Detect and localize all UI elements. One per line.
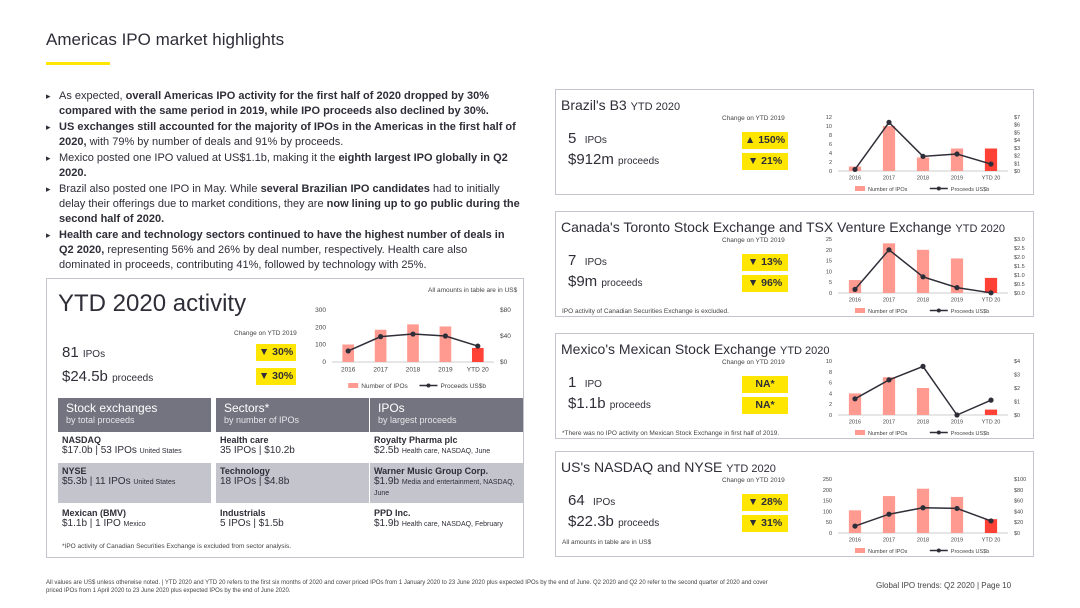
ytd-proceeds-change: ▼ 30%: [256, 368, 296, 385]
proceeds-point: [920, 505, 925, 510]
bullet-item: [46, 151, 520, 181]
legend-line-dot: [426, 384, 430, 388]
panel-proceeds: [568, 395, 651, 412]
legend-bar-swatch: [855, 308, 865, 313]
panel-ipos-number: 5: [568, 130, 577, 147]
y-tick-left: 10: [825, 124, 832, 130]
header-sectors: [216, 398, 369, 432]
proceeds-point: [852, 523, 857, 528]
y-tick-right: $80: [500, 307, 511, 314]
exchanges-cell: [58, 432, 211, 466]
y-tick-right: $7: [1014, 115, 1021, 121]
proceeds-point: [988, 398, 993, 403]
bar: [883, 126, 895, 171]
cell-name: Royalty Pharma plc: [374, 435, 458, 445]
ytd-ipos-number: 81: [62, 344, 79, 361]
proceeds-point: [988, 161, 993, 166]
y-tick-right: $0.5: [1014, 282, 1025, 288]
panel-proceeds-number: $912m: [568, 151, 614, 168]
panel-proceeds-unit: proceeds: [618, 518, 660, 529]
exchanges-cell: [58, 505, 211, 539]
cell-value-text: $1.9b: [374, 518, 400, 529]
y-tick-left: 8: [828, 369, 832, 376]
header-title: Stock exchanges: [66, 401, 158, 415]
panel-title: [561, 341, 830, 357]
x-tick-label: YTD 20: [981, 175, 1001, 182]
cell-name: NASDAQ: [62, 435, 102, 445]
proceeds-point: [954, 285, 959, 290]
x-tick-label: 2019: [950, 297, 964, 304]
x-tick-label: 2016: [340, 366, 356, 374]
y-tick-left: 12: [825, 115, 832, 121]
panel-proceeds-change: NA*: [742, 397, 788, 414]
cell-value: [374, 518, 519, 529]
ytd-ipos-change: ▼ 30%: [256, 344, 296, 361]
bullet-text: had to initially delay their offerings due to market conditions, they are: [59, 183, 500, 210]
y-tick-left: 0: [322, 359, 326, 366]
cell-value-text: 5 IPOs | $1.5b: [220, 518, 284, 529]
y-tick-left: 100: [315, 341, 326, 349]
header-title: Sectors*: [224, 401, 270, 415]
cell-value: [374, 476, 519, 498]
cell-value: [220, 445, 365, 456]
proceeds-point: [886, 512, 891, 517]
bullet-text: Brazil also posted one IPO in May. While: [59, 183, 261, 195]
legend-line-dot: [937, 431, 941, 435]
sectors-cell: [216, 432, 369, 466]
page-number: Global IPO trends: Q2 2020 | Page 10: [876, 581, 1012, 590]
panel-proceeds-number: $22.3b: [568, 513, 614, 530]
proceeds-point: [886, 247, 891, 252]
proceeds-point: [988, 518, 993, 523]
legend-bars-label: Number of IPOs: [361, 383, 408, 390]
ytd-proceeds-unit: proceeds: [112, 373, 154, 384]
bullet-text: eighth largest IPO globally in Q2 2020.: [59, 152, 508, 179]
y-tick-left: 0: [828, 291, 832, 297]
cell-name: PPD Inc.: [374, 508, 411, 518]
y-tick-left: 25: [825, 237, 832, 243]
panel-title: [561, 97, 680, 113]
cell-sub: Media and entertainment, NASDAQ, June: [374, 479, 515, 497]
header-stock-exchanges: [58, 398, 211, 432]
y-tick-right: $0: [1014, 531, 1021, 537]
y-tick-right: $0: [500, 359, 508, 366]
cell-sub: Health care, NASDAQ, February: [401, 521, 503, 528]
cell-name: Mexican (BMV): [62, 508, 127, 518]
bar: [985, 410, 997, 415]
y-tick-left: 0: [828, 531, 832, 537]
panel-proceeds-unit: proceeds: [601, 278, 643, 289]
proceeds-point: [886, 120, 891, 125]
x-tick-label: YTD 20: [466, 366, 489, 374]
y-tick-right: $1.0: [1014, 273, 1025, 279]
y-tick-right: $1: [1014, 399, 1021, 406]
panel-ipos-number: 1: [568, 374, 577, 391]
cell-sub: Health care, NASDAQ, June: [401, 448, 491, 455]
legend-bars-label: Number of IPOs: [868, 309, 908, 315]
legend-line-dot: [937, 187, 941, 191]
panel-ipos-change: ▼ 28%: [742, 494, 788, 511]
panel-change-label: Change on YTD 2019: [722, 237, 785, 244]
panel-period: YTD 2020: [630, 101, 681, 113]
panel-proceeds-number: $1.1b: [568, 395, 606, 412]
panel-proceeds-unit: proceeds: [609, 400, 651, 411]
bullet-text: US exchanges still accounted for the majority of IPOs in the Americas in the first half of 2020,: [59, 121, 516, 148]
exchange-chart: [820, 355, 1032, 437]
proceeds-point: [443, 333, 448, 338]
x-tick-label: 2019: [950, 419, 964, 426]
panel-proceeds: [568, 513, 659, 530]
title-underline: [46, 62, 110, 65]
header-title: IPOs: [378, 401, 405, 415]
panel-title-text: Mexico's Mexican Stock Exchange: [561, 341, 777, 357]
panel-ipos: [568, 492, 615, 509]
y-tick-right: $6: [1014, 122, 1021, 129]
header-subtitle: by largest proceeds: [378, 415, 457, 425]
panel-title-text: Canada's Toronto Stock Exchange and TSX Venture Exchange: [561, 219, 952, 235]
y-tick-right: $0: [1014, 169, 1021, 175]
y-tick-right: $4: [1014, 359, 1021, 365]
exchanges-cell: [58, 463, 211, 503]
panel-title-text: Brazil's B3: [561, 97, 627, 113]
y-tick-right: $40: [500, 333, 511, 340]
y-tick-left: 300: [315, 307, 326, 314]
y-tick-right: $100: [1014, 477, 1027, 483]
legend-bar-swatch: [855, 548, 865, 553]
bullet-text: several Brazilian IPO candidates: [260, 183, 430, 195]
cell-value-text: 35 IPOs | $10.2b: [220, 445, 295, 456]
y-tick-left: 200: [822, 487, 832, 494]
y-tick-left: 6: [828, 380, 832, 387]
cell-value: [220, 476, 365, 487]
legend-bars-label: Number of IPOs: [868, 187, 908, 193]
cell-value-text: 18 IPOs | $4.8b: [220, 476, 290, 487]
ytd-amounts-note: All amounts in table are in US$: [428, 287, 518, 294]
bullet-text: now lining up to go public during the second half of 2020.: [59, 198, 520, 225]
y-tick-right: $0.0: [1014, 291, 1025, 297]
panel-note: IPO activity of Canadian Securities Exchange is excluded.: [562, 308, 729, 315]
proceeds-point: [410, 331, 415, 336]
exchange-chart: [820, 233, 1032, 315]
proceeds-point: [920, 274, 925, 279]
x-tick-label: 2017: [882, 175, 896, 182]
cell-value-text: $1.9b: [374, 476, 400, 487]
x-tick-label: YTD 20: [981, 419, 1001, 426]
bullet-item: [46, 182, 520, 227]
cell-value: [374, 445, 519, 456]
proceeds-point: [852, 167, 857, 172]
ytd-chart: [300, 300, 520, 390]
proceeds-point: [886, 377, 891, 382]
bar: [917, 250, 929, 293]
y-tick-left: 0: [828, 413, 832, 419]
panel-proceeds-change: ▼ 21%: [742, 153, 788, 170]
ytd-proceeds: [62, 368, 153, 385]
y-tick-right: $4: [1014, 138, 1021, 145]
x-tick-label: 2018: [916, 537, 930, 544]
header-ipos: [370, 398, 523, 432]
cell-sub: Mexico: [123, 521, 146, 528]
cell-name: Industrials: [220, 508, 266, 518]
panel-ipos-unit: IPOs: [584, 135, 607, 146]
y-tick-left: 20: [825, 247, 832, 254]
y-tick-right: $60: [1014, 498, 1024, 505]
proceeds-point: [346, 348, 351, 353]
ytd-ipos-unit: IPOs: [82, 349, 106, 360]
panel-ipos-change: ▲ 150%: [742, 132, 788, 149]
cell-value-text: $17.0b | 53 IPOs: [62, 445, 137, 456]
proceeds-point: [954, 506, 959, 511]
y-tick-right: $5: [1014, 130, 1021, 137]
largest-cell: [370, 432, 523, 466]
x-tick-label: 2017: [882, 419, 896, 426]
proceeds-point: [920, 154, 925, 159]
x-tick-label: 2018: [405, 366, 421, 374]
x-tick-label: 2016: [848, 419, 862, 426]
bar: [849, 510, 861, 533]
bar: [917, 489, 929, 533]
panel-proceeds-change: ▼ 96%: [742, 275, 788, 292]
panel-change-label: Change on YTD 2019: [722, 359, 785, 366]
legend-line-label: Proceeds US$b: [950, 549, 990, 555]
y-tick-right: $3.0: [1014, 237, 1025, 243]
panel-period: YTD 2020: [955, 223, 1005, 235]
legend-bar-swatch: [348, 383, 358, 388]
panel-ipos-unit: IPOs: [584, 257, 607, 268]
y-tick-left: 10: [825, 269, 832, 276]
y-tick-right: $20: [1014, 520, 1024, 527]
sectors-cell: [216, 463, 369, 503]
proceeds-point: [852, 287, 857, 292]
legend-line-label: Proceeds US$b: [440, 383, 487, 390]
x-tick-label: 2019: [438, 366, 453, 374]
cell-value: [62, 518, 207, 529]
panel-ipos-change: ▼ 13%: [742, 254, 788, 271]
x-tick-label: 2017: [373, 366, 388, 374]
panel-period: YTD 2020: [726, 463, 776, 475]
bullet-text: representing 56% and 26% by deal number, respectively. Health care also dominated in proceeds, contributing 41%, followed by technology with 25%.: [59, 244, 468, 271]
bullet-item: [46, 89, 520, 119]
x-tick-label: 2019: [950, 175, 964, 182]
cell-name: NYSE: [62, 466, 87, 476]
y-tick-left: 4: [828, 151, 832, 157]
legend-line-label: Proceeds US$b: [950, 187, 990, 193]
panel-title: [561, 459, 776, 475]
legend-line-dot: [937, 549, 941, 553]
legend-line-label: Proceeds US$b: [950, 309, 990, 315]
y-tick-left: 6: [828, 142, 832, 148]
ytd-footnote: *IPO activity of Canadian Securities Exchange is excluded from sector analysis.: [62, 543, 292, 550]
bullet-text: Mexico posted one IPO valued at US$1.1b, making it the: [59, 152, 339, 164]
x-tick-label: YTD 20: [981, 297, 1001, 304]
cell-value-text: $1.1b | 1 IPO: [62, 518, 121, 529]
cell-sub: United States: [133, 479, 176, 486]
exchange-chart: [820, 473, 1032, 555]
legend-line-dot: [937, 309, 941, 313]
panel-ipos: [568, 374, 602, 391]
sectors-cell: [216, 505, 369, 539]
y-tick-left: 4: [828, 391, 832, 398]
legend-bar-swatch: [855, 186, 865, 191]
proceeds-point: [988, 290, 993, 295]
cell-value-text: $2.5b: [374, 445, 400, 456]
bullet-text: overall Americas IPO activity for the first half of 2020 dropped by 30% compared with the same period in 2019, while IPO proceeds also declined by 30%.: [59, 90, 489, 117]
x-tick-label: 2018: [916, 297, 930, 304]
cell-value: [62, 445, 207, 456]
bar: [472, 348, 484, 362]
legend-line-label: Proceeds US$b: [950, 431, 990, 437]
bar: [951, 497, 963, 533]
highlights-list: [46, 89, 520, 274]
x-tick-label: 2016: [848, 537, 862, 544]
y-tick-right: $3: [1014, 145, 1021, 152]
y-tick-left: 250: [822, 477, 832, 483]
panel-ipos-number: 7: [568, 252, 577, 269]
page-title: Americas IPO market highlights: [46, 30, 285, 49]
y-tick-left: 2: [828, 402, 832, 409]
legend-bar-swatch: [855, 430, 865, 435]
bullet-item: [46, 120, 520, 150]
panel-ipos-unit: IPOs: [593, 497, 616, 508]
cell-name: Warner Music Group Corp.: [374, 466, 489, 476]
panel-proceeds: [568, 151, 659, 168]
cell-value-text: $5.3b | 11 IPOs: [62, 476, 131, 487]
ytd-ipos: [62, 344, 105, 361]
y-tick-right: $1.5: [1014, 264, 1025, 270]
y-tick-left: 150: [822, 498, 832, 505]
panel-ipos-number: 64: [568, 492, 585, 509]
legend-bars-label: Number of IPOs: [868, 549, 908, 555]
y-tick-right: $1: [1014, 161, 1021, 168]
x-tick-label: YTD 20: [981, 537, 1001, 544]
bar: [440, 326, 452, 362]
y-tick-left: 0: [828, 169, 832, 175]
x-tick-label: 2017: [882, 297, 896, 304]
bullet-text: with 79% by number of deals and 91% by proceeds.: [86, 136, 344, 148]
x-tick-label: 2018: [916, 175, 930, 182]
x-tick-label: 2018: [916, 419, 930, 426]
y-tick-left: 2: [828, 160, 832, 166]
largest-cell: [370, 505, 523, 539]
ytd-title: YTD 2020 activity: [58, 290, 247, 317]
cell-sub: United States: [139, 448, 182, 455]
panel-proceeds-unit: proceeds: [618, 156, 660, 167]
y-tick-left: 10: [825, 359, 832, 365]
cell-value: [62, 476, 207, 487]
y-tick-right: $2.0: [1014, 255, 1025, 261]
panel-ipos-change: NA*: [742, 376, 788, 393]
proceeds-point: [852, 396, 857, 401]
y-tick-right: $2.5: [1014, 246, 1025, 252]
y-tick-right: $0: [1014, 413, 1021, 419]
y-tick-left: 8: [828, 133, 832, 139]
bullet-text: Health care and technology sectors continued to have the highest number of deals in Q2 2020,: [59, 229, 505, 256]
y-tick-right: $80: [1014, 487, 1024, 494]
ytd-change-label: Change on YTD 2019: [234, 330, 297, 337]
x-tick-label: 2016: [848, 297, 862, 304]
panel-change-label: Change on YTD 2019: [722, 115, 785, 122]
y-tick-right: $2: [1014, 153, 1021, 160]
panel-period: YTD 2020: [780, 345, 830, 357]
footer-notes: All values are US$ unless otherwise noted. | YTD 2020 and YTD 20 refers to the first six months of 2020 and cover priced IPOs from 1 January 2020 to 23 June 2020 plus expected IPOs by the end of June. Q2 2020 and Q2 20 refer to the second quarter of 2020 and cover priced IPOs from 1 April 2020 to 23 June 2020 plus expected IPOs by the end of June 2020.: [46, 580, 768, 594]
panel-title-text: US's NASDAQ and NYSE: [561, 459, 723, 475]
header-subtitle: by total proceeds: [66, 415, 135, 425]
proceeds-point: [475, 343, 480, 348]
proceeds-point: [920, 364, 925, 369]
x-tick-label: 2017: [882, 537, 896, 544]
cell-value: [220, 518, 365, 529]
bar: [917, 158, 929, 172]
panel-change-label: Change on YTD 2019: [722, 477, 785, 484]
panel-ipos: [568, 252, 607, 269]
cell-name: Health care: [220, 435, 269, 445]
bullet-item: [46, 228, 520, 273]
x-tick-label: 2019: [950, 537, 964, 544]
largest-cell: [370, 463, 523, 503]
proceeds-point: [954, 151, 959, 156]
bullet-text: As expected,: [59, 90, 126, 102]
proceeds-point: [954, 412, 959, 417]
cell-name: Technology: [220, 466, 270, 476]
panel-proceeds: [568, 273, 643, 290]
header-subtitle: by number of IPOs: [224, 415, 300, 425]
x-tick-label: 2016: [848, 175, 862, 182]
bar: [917, 388, 929, 415]
proceeds-point: [378, 334, 383, 339]
bar: [985, 149, 997, 172]
y-tick-left: 100: [822, 509, 832, 516]
y-tick-right: $3: [1014, 372, 1021, 379]
exchange-chart: [820, 111, 1032, 193]
y-tick-left: 50: [825, 520, 832, 527]
ytd-proceeds-number: $24.5b: [62, 368, 108, 385]
panel-note: *There was no IPO activity on Mexican Stock Exchange in first half of 2019.: [562, 430, 780, 437]
y-tick-left: 15: [825, 258, 832, 265]
panel-proceeds-change: ▼ 31%: [742, 515, 788, 532]
panel-proceeds-number: $9m: [568, 273, 598, 290]
y-tick-left: 5: [828, 280, 832, 287]
panel-note: All amounts in table are in US$: [562, 539, 652, 546]
bar: [407, 324, 419, 362]
y-tick-right: $2: [1014, 386, 1021, 392]
y-tick-left: 200: [315, 324, 326, 332]
y-tick-right: $40: [1014, 509, 1024, 516]
panel-ipos-unit: IPO: [584, 379, 602, 390]
panel-ipos: [568, 130, 607, 147]
legend-bars-label: Number of IPOs: [868, 431, 908, 437]
